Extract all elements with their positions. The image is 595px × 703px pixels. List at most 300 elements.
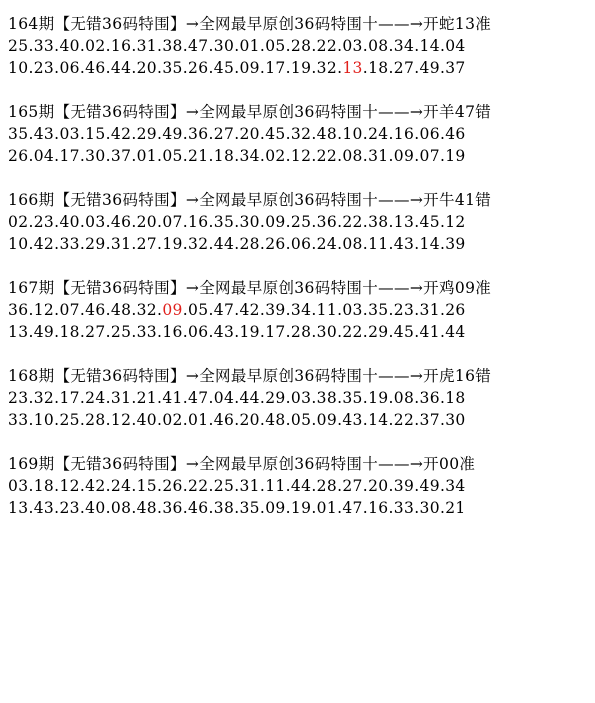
separator: . bbox=[208, 59, 214, 77]
number: 03 bbox=[290, 389, 312, 407]
separator: . bbox=[362, 37, 369, 55]
number: 35 bbox=[8, 125, 29, 143]
separator: . bbox=[79, 125, 86, 143]
period-header: 164期【无错36码特围】→全网最早原创36码特围十——→开蛇13准 bbox=[8, 15, 492, 33]
separator: . bbox=[388, 235, 394, 253]
number: 04 bbox=[213, 389, 235, 407]
separator: . bbox=[157, 301, 163, 319]
number: 12 bbox=[445, 213, 466, 231]
separator: . bbox=[157, 37, 163, 55]
separator: . bbox=[79, 389, 86, 407]
number: 26 bbox=[445, 301, 466, 319]
number-row bbox=[8, 145, 593, 167]
number: 31 bbox=[136, 37, 158, 55]
separator: . bbox=[208, 389, 214, 407]
separator: . bbox=[285, 235, 291, 253]
period-block bbox=[8, 365, 593, 431]
separator: . bbox=[234, 477, 240, 495]
separator: . bbox=[439, 59, 446, 77]
number: 44 bbox=[290, 477, 312, 495]
separator: . bbox=[259, 389, 266, 407]
number: 06 bbox=[290, 235, 312, 253]
number: 19 bbox=[290, 499, 312, 517]
separator: . bbox=[414, 323, 420, 341]
number: 16 bbox=[110, 37, 132, 55]
separator: . bbox=[234, 147, 240, 165]
separator: . bbox=[311, 125, 317, 143]
separator: . bbox=[131, 499, 137, 517]
separator: . bbox=[28, 323, 34, 341]
number: 36 bbox=[316, 213, 338, 231]
separator: . bbox=[157, 59, 163, 77]
period-header: 167期【无错36码特围】→全网最早原创36码特围十——→开鸡09准 bbox=[8, 279, 492, 297]
separator: . bbox=[285, 301, 291, 319]
number: 44 bbox=[445, 323, 466, 341]
number-row bbox=[8, 409, 593, 431]
separator: . bbox=[414, 213, 420, 231]
number: 38 bbox=[213, 499, 235, 517]
number: 09 bbox=[265, 213, 286, 231]
separator: . bbox=[439, 477, 446, 495]
number: 16 bbox=[368, 499, 389, 517]
number: 03 bbox=[342, 37, 363, 55]
separator: . bbox=[79, 499, 86, 517]
number: 47 bbox=[188, 37, 209, 55]
separator: . bbox=[157, 323, 163, 341]
number: 33 bbox=[8, 411, 29, 429]
number: 27 bbox=[393, 59, 415, 77]
period-block bbox=[8, 277, 593, 343]
separator: . bbox=[131, 301, 137, 319]
separator: . bbox=[28, 59, 34, 77]
number: 21 bbox=[136, 389, 158, 407]
number-row bbox=[8, 299, 593, 321]
number: 03 bbox=[85, 213, 106, 231]
number: 17 bbox=[59, 147, 80, 165]
number: 38 bbox=[162, 37, 183, 55]
number: 01 bbox=[239, 37, 260, 55]
number: 13 bbox=[393, 213, 415, 231]
separator: . bbox=[388, 147, 394, 165]
number: 31 bbox=[239, 477, 260, 495]
number: 37 bbox=[419, 411, 440, 429]
number: 28 bbox=[290, 323, 312, 341]
number: 24 bbox=[368, 125, 389, 143]
number: 02 bbox=[162, 411, 183, 429]
number: 33 bbox=[59, 235, 80, 253]
number: 46 bbox=[110, 213, 132, 231]
separator: . bbox=[311, 389, 317, 407]
number: 32 bbox=[188, 235, 209, 253]
number: 25 bbox=[59, 411, 80, 429]
separator: . bbox=[208, 37, 214, 55]
number: 11 bbox=[368, 235, 389, 253]
separator: . bbox=[234, 235, 240, 253]
separator: . bbox=[337, 477, 343, 495]
number: 08 bbox=[393, 389, 415, 407]
winning-number: 13 bbox=[342, 59, 363, 77]
number-row bbox=[8, 35, 593, 57]
prediction-document bbox=[8, 13, 593, 541]
number: 20 bbox=[239, 125, 260, 143]
number: 32 bbox=[290, 125, 312, 143]
number: 35 bbox=[368, 301, 389, 319]
separator: . bbox=[182, 59, 189, 77]
number: 39 bbox=[265, 301, 286, 319]
separator: . bbox=[311, 147, 317, 165]
separator: . bbox=[362, 499, 369, 517]
number: 18 bbox=[213, 147, 235, 165]
separator: . bbox=[28, 125, 34, 143]
separator: . bbox=[28, 411, 34, 429]
separator: . bbox=[131, 213, 137, 231]
number: 43 bbox=[342, 411, 363, 429]
separator: . bbox=[54, 477, 60, 495]
separator: . bbox=[182, 147, 189, 165]
separator: . bbox=[439, 125, 446, 143]
number: 26 bbox=[8, 147, 29, 165]
number: 43 bbox=[393, 235, 415, 253]
separator: . bbox=[234, 389, 240, 407]
number: 42 bbox=[33, 235, 55, 253]
number: 23 bbox=[8, 389, 29, 407]
separator: . bbox=[362, 389, 369, 407]
number: 11 bbox=[265, 477, 286, 495]
number: 04 bbox=[445, 37, 466, 55]
separator: . bbox=[105, 411, 111, 429]
separator: . bbox=[362, 213, 369, 231]
separator: . bbox=[388, 59, 394, 77]
number: 35 bbox=[162, 59, 183, 77]
separator: . bbox=[259, 235, 266, 253]
number: 39 bbox=[445, 235, 466, 253]
separator: . bbox=[182, 411, 189, 429]
separator: . bbox=[79, 235, 86, 253]
number: 36 bbox=[8, 301, 29, 319]
number: 25 bbox=[8, 37, 29, 55]
separator: . bbox=[182, 477, 189, 495]
number: 10 bbox=[8, 235, 29, 253]
separator: . bbox=[259, 499, 266, 517]
separator: . bbox=[79, 37, 86, 55]
separator: . bbox=[182, 235, 189, 253]
number: 30 bbox=[445, 411, 466, 429]
number: 34 bbox=[290, 301, 312, 319]
separator: . bbox=[157, 389, 163, 407]
number: 47 bbox=[213, 301, 235, 319]
separator: . bbox=[79, 411, 86, 429]
number: 43 bbox=[33, 499, 55, 517]
separator: . bbox=[234, 301, 240, 319]
number: 19 bbox=[162, 235, 183, 253]
separator: . bbox=[388, 37, 394, 55]
separator: . bbox=[414, 235, 420, 253]
separator: . bbox=[105, 499, 111, 517]
separator: . bbox=[285, 411, 291, 429]
separator: . bbox=[157, 147, 163, 165]
separator: . bbox=[208, 477, 214, 495]
separator: . bbox=[337, 235, 343, 253]
separator: . bbox=[337, 147, 343, 165]
separator: . bbox=[414, 37, 420, 55]
number: 27 bbox=[342, 477, 363, 495]
separator: . bbox=[234, 323, 240, 341]
number: 30 bbox=[239, 213, 260, 231]
number: 05 bbox=[162, 147, 183, 165]
number: 45 bbox=[393, 323, 415, 341]
number: 36 bbox=[188, 125, 209, 143]
separator: . bbox=[28, 147, 34, 165]
separator: . bbox=[362, 301, 369, 319]
number: 18 bbox=[59, 323, 80, 341]
separator: . bbox=[54, 235, 60, 253]
number: 06 bbox=[59, 59, 80, 77]
number: 48 bbox=[136, 499, 158, 517]
separator: . bbox=[54, 323, 60, 341]
number: 03 bbox=[8, 477, 29, 495]
number-row bbox=[8, 321, 593, 343]
number: 49 bbox=[419, 59, 440, 77]
number: 29 bbox=[85, 235, 106, 253]
separator: . bbox=[285, 213, 291, 231]
number: 46 bbox=[85, 301, 106, 319]
number: 19 bbox=[445, 147, 466, 165]
number: 34 bbox=[445, 477, 466, 495]
number: 22 bbox=[342, 323, 363, 341]
number: 07 bbox=[59, 301, 80, 319]
period-header: 166期【无错36码特围】→全网最早原创36码特围十——→开牛41错 bbox=[8, 191, 492, 209]
separator: . bbox=[439, 37, 446, 55]
number-row bbox=[8, 475, 593, 497]
number: 26 bbox=[265, 235, 286, 253]
separator: . bbox=[131, 37, 137, 55]
number: 31 bbox=[110, 389, 132, 407]
number: 14 bbox=[419, 37, 440, 55]
number: 42 bbox=[239, 301, 260, 319]
number: 25 bbox=[213, 477, 235, 495]
number: 03 bbox=[59, 125, 80, 143]
separator: . bbox=[182, 389, 189, 407]
number: 17 bbox=[265, 323, 286, 341]
separator: . bbox=[259, 323, 266, 341]
separator: . bbox=[414, 301, 420, 319]
number: 22 bbox=[342, 213, 363, 231]
number-row bbox=[8, 233, 593, 255]
number: 20 bbox=[136, 213, 158, 231]
number: 07 bbox=[419, 147, 440, 165]
number: 33 bbox=[136, 323, 158, 341]
number: 18 bbox=[445, 389, 466, 407]
number: 34 bbox=[393, 37, 415, 55]
number: 14 bbox=[368, 411, 389, 429]
separator: . bbox=[337, 411, 343, 429]
separator: . bbox=[311, 59, 317, 77]
period-block bbox=[8, 453, 593, 519]
separator: . bbox=[362, 323, 369, 341]
number: 19 bbox=[368, 389, 389, 407]
separator: . bbox=[28, 235, 34, 253]
number: 40 bbox=[59, 213, 80, 231]
number: 20 bbox=[136, 59, 158, 77]
separator: . bbox=[157, 499, 163, 517]
number-row bbox=[8, 123, 593, 145]
separator: . bbox=[105, 213, 111, 231]
number: 01 bbox=[316, 499, 338, 517]
separator: . bbox=[182, 213, 189, 231]
number: 45 bbox=[265, 125, 286, 143]
separator: . bbox=[388, 301, 394, 319]
number: 44 bbox=[213, 235, 235, 253]
separator: . bbox=[362, 235, 369, 253]
separator: . bbox=[362, 477, 369, 495]
separator: . bbox=[362, 411, 369, 429]
separator: . bbox=[54, 125, 60, 143]
number: 22 bbox=[316, 37, 338, 55]
number: 27 bbox=[213, 125, 235, 143]
separator: . bbox=[388, 213, 394, 231]
number: 23 bbox=[59, 499, 80, 517]
separator: . bbox=[105, 59, 111, 77]
separator: . bbox=[388, 323, 394, 341]
separator: . bbox=[157, 213, 163, 231]
number: 12 bbox=[290, 147, 312, 165]
number: 12 bbox=[110, 411, 132, 429]
separator: . bbox=[105, 147, 111, 165]
number: 28 bbox=[316, 477, 338, 495]
separator: . bbox=[439, 499, 446, 517]
number: 11 bbox=[316, 301, 338, 319]
separator: . bbox=[388, 499, 394, 517]
number: 06 bbox=[419, 125, 440, 143]
number: 06 bbox=[188, 323, 209, 341]
separator: . bbox=[131, 125, 137, 143]
number: 15 bbox=[136, 477, 158, 495]
period-block bbox=[8, 13, 593, 79]
number: 28 bbox=[239, 235, 260, 253]
separator: . bbox=[414, 389, 420, 407]
separator: . bbox=[362, 59, 369, 77]
separator: . bbox=[311, 213, 317, 231]
separator: . bbox=[311, 411, 317, 429]
separator: . bbox=[157, 477, 163, 495]
number: 05 bbox=[188, 301, 209, 319]
separator: . bbox=[131, 389, 137, 407]
number: 03 bbox=[342, 301, 363, 319]
number: 48 bbox=[265, 411, 286, 429]
separator: . bbox=[28, 37, 34, 55]
number: 30 bbox=[419, 499, 440, 517]
separator: . bbox=[311, 301, 317, 319]
separator: . bbox=[337, 125, 343, 143]
period-header: 169期【无错36码特围】→全网最早原创36码特围十——→开00准 bbox=[8, 455, 476, 473]
number: 35 bbox=[342, 389, 363, 407]
number: 16 bbox=[393, 125, 415, 143]
number: 21 bbox=[188, 147, 209, 165]
number: 34 bbox=[239, 147, 260, 165]
separator: . bbox=[337, 323, 343, 341]
number: 32 bbox=[33, 389, 55, 407]
number: 33 bbox=[33, 37, 55, 55]
separator: . bbox=[414, 125, 420, 143]
separator: . bbox=[311, 37, 317, 55]
number: 16 bbox=[188, 213, 209, 231]
separator: . bbox=[259, 147, 266, 165]
number: 31 bbox=[368, 147, 389, 165]
number: 48 bbox=[110, 301, 132, 319]
number: 08 bbox=[368, 37, 389, 55]
number: 49 bbox=[33, 323, 55, 341]
number: 13 bbox=[8, 323, 29, 341]
number: 23 bbox=[33, 213, 55, 231]
number: 28 bbox=[85, 411, 106, 429]
number: 18 bbox=[368, 59, 389, 77]
separator: . bbox=[259, 125, 266, 143]
number: 21 bbox=[445, 499, 466, 517]
separator: . bbox=[105, 301, 111, 319]
number: 41 bbox=[162, 389, 183, 407]
number: 33 bbox=[393, 499, 415, 517]
number: 27 bbox=[85, 323, 106, 341]
number: 32 bbox=[136, 301, 158, 319]
number: 25 bbox=[290, 213, 312, 231]
separator: . bbox=[208, 147, 214, 165]
separator: . bbox=[285, 323, 291, 341]
number: 29 bbox=[265, 389, 286, 407]
separator: . bbox=[259, 411, 266, 429]
period-block bbox=[8, 189, 593, 255]
separator: . bbox=[208, 323, 214, 341]
number: 23 bbox=[393, 301, 415, 319]
number: 40 bbox=[59, 37, 80, 55]
number: 40 bbox=[136, 411, 158, 429]
number: 23 bbox=[33, 59, 55, 77]
number: 37 bbox=[110, 147, 132, 165]
period-block bbox=[8, 101, 593, 167]
separator: . bbox=[439, 323, 446, 341]
separator: . bbox=[414, 477, 420, 495]
separator: . bbox=[105, 323, 111, 341]
separator: . bbox=[285, 147, 291, 165]
separator: . bbox=[414, 411, 420, 429]
separator: . bbox=[131, 235, 137, 253]
separator: . bbox=[285, 499, 291, 517]
separator: . bbox=[105, 37, 111, 55]
separator: . bbox=[311, 499, 317, 517]
number: 36 bbox=[419, 389, 440, 407]
number-row bbox=[8, 57, 593, 79]
number: 29 bbox=[368, 323, 389, 341]
separator: . bbox=[54, 301, 60, 319]
number: 42 bbox=[85, 477, 106, 495]
number: 01 bbox=[136, 147, 158, 165]
number: 35 bbox=[239, 499, 260, 517]
period-header: 165期【无错36码特围】→全网最早原创36码特围十——→开羊47错 bbox=[8, 103, 492, 121]
number: 30 bbox=[213, 37, 235, 55]
number: 24 bbox=[85, 389, 106, 407]
separator: . bbox=[28, 499, 34, 517]
separator: . bbox=[337, 389, 343, 407]
separator: . bbox=[388, 411, 394, 429]
number: 08 bbox=[342, 147, 363, 165]
number: 48 bbox=[316, 125, 338, 143]
separator: . bbox=[234, 59, 240, 77]
number: 17 bbox=[59, 389, 80, 407]
separator: . bbox=[259, 477, 266, 495]
number: 22 bbox=[393, 411, 415, 429]
separator: . bbox=[337, 499, 343, 517]
separator: . bbox=[285, 389, 291, 407]
number: 35 bbox=[213, 213, 235, 231]
